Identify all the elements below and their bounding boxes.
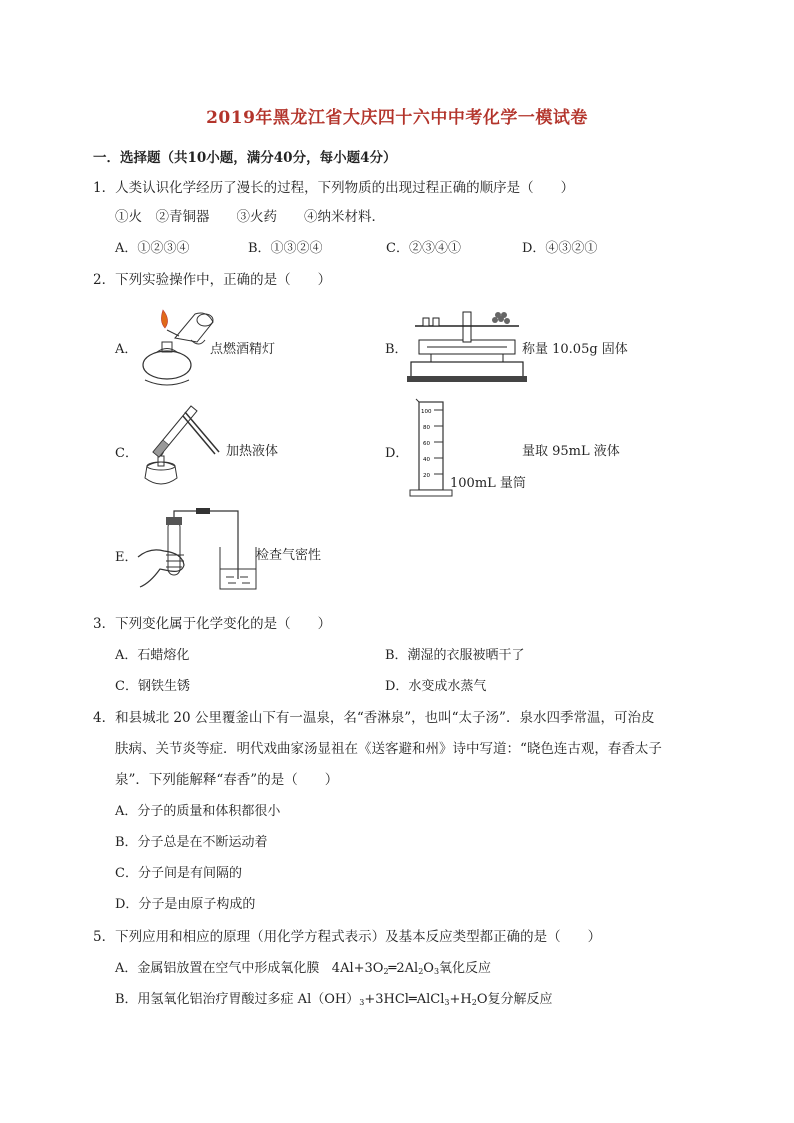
q2-option-d-caption: 量取 95mL 液体: [522, 444, 620, 459]
q2-option-a: A．: [115, 342, 138, 357]
q2-option-e-caption: 检查气密性: [256, 548, 322, 563]
q1-option-c: C．②③④①: [386, 241, 461, 256]
q2-option-a-caption: 点燃酒精灯: [210, 342, 276, 357]
q4-stem-line-1: 4．和县城北 20 公里覆釜山下有一温泉，名“香淋泉”，也叫“太子汤”．泉水四季常温，可治皮: [93, 710, 655, 726]
q5-option-a-eq-sub-1: 2: [383, 967, 389, 976]
q5-option-b-type: 复分解反应: [487, 992, 553, 1007]
q5-option-a-type: 氧化反应: [439, 961, 492, 976]
cylinder-tick-40: 40: [423, 457, 430, 463]
cylinder-tick-100: 100: [421, 409, 432, 415]
q5-option-b: [115, 988, 553, 1007]
q1-option-a: A．①②③④: [115, 241, 190, 256]
q2-option-e: E．: [115, 550, 138, 565]
q5-option-a-eq-part-1: 4Al+3O: [331, 961, 384, 976]
alcohol-lamp-lighting-image: [135, 300, 220, 390]
q5-option-a-text: A．金属铝放置在空气中形成氧化膜: [115, 961, 320, 976]
graduated-cylinder-image: [406, 398, 456, 500]
balance-scale-image: [407, 304, 527, 384]
q3-stem: 3．下列变化属于化学变化的是（ ）: [93, 616, 332, 632]
q1-option-d: D．④③②①: [522, 241, 598, 256]
q5-option-a-eq-sub-3: 3: [433, 967, 440, 976]
q5-option-b-text: B．用氢氧化铝治疗胃酸过多症 Al（OH）: [115, 992, 360, 1007]
q5-stem: 5．下列应用和相应的原理（用化学方程式表示）及基本反应类型都正确的是（ ）: [93, 929, 602, 945]
q1-stem: 1．人类认识化学经历了漫长的过程，下列物质的出现过程正确的顺序是（ ）: [93, 180, 575, 196]
q4-stem-line-3: 泉”．下列能解释“春香”的是（ ）: [115, 772, 339, 788]
q4-option-c: C．分子间是有间隔的: [115, 866, 242, 881]
airtightness-check-image: [130, 507, 260, 597]
q3-option-d: D．水变成水蒸气: [385, 679, 487, 694]
q4-option-b: B．分子总是在不断运动着: [115, 835, 268, 850]
q3-option-a: A．石蜡熔化: [115, 648, 190, 663]
page-title: 2019年黑龙江省大庆四十六中中考化学一模试卷: [206, 108, 588, 128]
q5-option-a-eq-part-2: ═2Al: [388, 961, 419, 976]
cylinder-tick-60: 60: [423, 441, 430, 447]
heating-liquid-image: [135, 402, 230, 494]
q1-items: ①火 ②青铜器 ③火药 ④纳米材料．: [115, 209, 385, 225]
q5-option-b-eq-sub-2: 3: [444, 998, 450, 1007]
q5-option-b-eq-part-3: O: [476, 992, 488, 1007]
q1-option-b: B．①③②④: [248, 241, 323, 256]
q5-option-a-eq-part-3: O: [423, 961, 434, 976]
section-heading: 一．选择题（共10小题，满分40分，每小题4分）: [93, 150, 397, 166]
q2-option-d: D．: [385, 446, 409, 461]
q3-option-b: B．潮湿的衣服被晒干了: [385, 648, 525, 663]
q5-option-a: [115, 957, 491, 976]
cylinder-tick-80: 80: [423, 425, 430, 431]
q4-stem-line-2: 肤病、关节炎等症．明代戏曲家汤显祖在《送客避和州》诗中写道：“晓色连古观，春香太子: [115, 741, 662, 757]
q5-option-b-eq-part-2: +H: [449, 992, 472, 1007]
q4-option-d: D．分子是由原子构成的: [115, 897, 256, 912]
q2-option-b-caption: 称量 10.05g 固体: [522, 342, 628, 357]
q2-option-c: C．: [115, 446, 138, 461]
q2-option-d-subcaption: 100mL 量筒: [450, 476, 526, 491]
cylinder-tick-20: 20: [423, 473, 430, 479]
q2-option-b: B．: [385, 342, 408, 357]
q4-option-a: A．分子的质量和体积都很小: [115, 804, 281, 819]
q5-option-a-eq-sub-2: 2: [418, 967, 424, 976]
q5-option-b-eq-sub-1: 3: [359, 998, 365, 1007]
q5-option-b-eq-sub-3: 2: [471, 998, 477, 1007]
q5-option-b-eq-part-1: +3HCl═AlCl: [364, 992, 445, 1007]
q3-option-c: C．钢铁生锈: [115, 679, 190, 694]
q2-option-c-caption: 加热液体: [226, 444, 279, 459]
q2-stem: 2．下列实验操作中，正确的是（ ）: [93, 272, 332, 288]
